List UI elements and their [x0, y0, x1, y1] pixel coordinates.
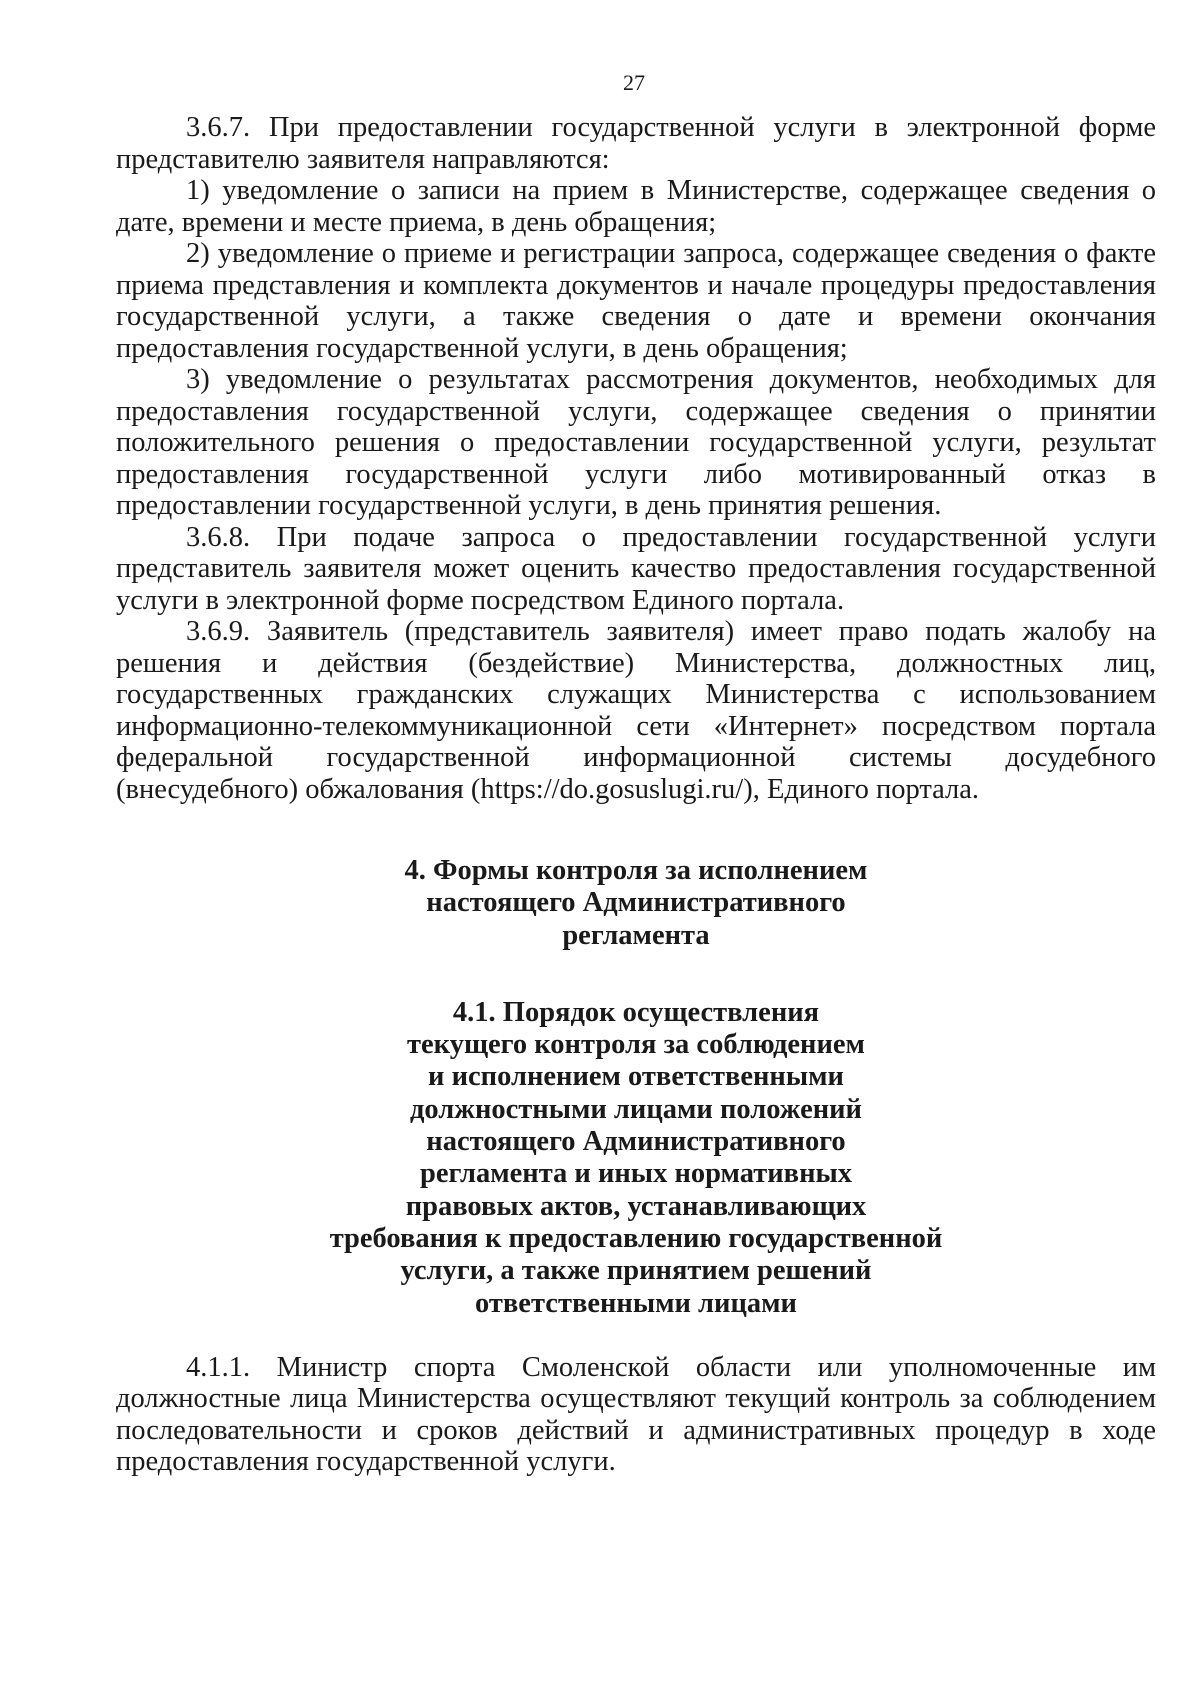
subsection-heading	[116, 997, 1156, 1320]
heading-gap	[116, 952, 1156, 997]
section-gap	[116, 805, 1156, 855]
subsection-heading-line: 4.1. Порядок осуществления	[452, 996, 820, 1028]
subsection-heading-line: и исполнением ответственными	[428, 1061, 844, 1093]
paragraph-item-3: 3) уведомление о результатах рассмотрения документов, необходимых для предоставления государственной услуги, содержащее сведения о принятии положительного решения о предоставлении государственной услуги, результат предоставления государственной услуги либо мотивированный отказ в предоставлении государственной услуги, в день принятия решения.	[116, 364, 1156, 521]
section-heading	[116, 855, 1156, 952]
subsection-heading-line: ответственными лицами	[475, 1287, 797, 1319]
paragraph-3-6-7: 3.6.7. При предоставлении государственной услуги в электронной форме представителю заявителя направляются:	[116, 112, 1156, 175]
subsection-heading-line: текущего контроля за соблюдением	[407, 1029, 865, 1061]
section-heading-line: 4. Формы контроля за исполнением	[404, 855, 868, 886]
subsection-heading-line: требования к предоставлению государственной	[329, 1222, 943, 1254]
subsection-heading-line: регламента и иных нормативных	[419, 1158, 852, 1190]
paragraph-3-6-9: 3.6.9. Заявитель (представитель заявителя) имеет право подать жалобу на решения и действия (бездействие) Министерства, должностных лиц, государственных гражданских служащих Министерства с использованием информационно-телекоммуникационной сети «Интернет» посредством портала федеральной государственной информационной системы досудебного (внесудебного) обжалования (https://do.gosuslugi.ru/), Единого портала.	[116, 616, 1156, 805]
subsection-heading-line: услуги, а также принятием решений	[400, 1255, 872, 1287]
section-heading-line: регламента	[562, 919, 710, 951]
subsection-heading-line: настоящего Административного	[426, 1126, 846, 1158]
page-number: 27	[623, 70, 645, 95]
heading-gap	[116, 1320, 1156, 1352]
paragraph-item-2: 2) уведомление о приеме и регистрации запроса, содержащее сведения о факте приема представления и комплекта документов и начале процедуры предоставления государственной услуги, а также сведения о дате и времени окончания предоставления государственной услуги, в день обращения;	[116, 238, 1156, 364]
paragraph-item-1: 1) уведомление о записи на прием в Министерстве, содержащее сведения о дате, времени и месте приема, в день обращения;	[116, 175, 1156, 238]
section-heading-line: настоящего Административного	[426, 887, 846, 919]
paragraph-3-6-8: 3.6.8. При подаче запроса о предоставлении государственной услуги представитель заявителя может оценить качество предоставления государственной услуги в электронной форме посредством Единого портала.	[116, 521, 1156, 616]
subsection-heading-line: правовых актов, устанавливающих	[405, 1190, 867, 1222]
paragraph-4-1-1: 4.1.1. Министр спорта Смоленской области или уполномоченные им должностные лица Министерства осуществляют текущий контроль за соблюдением последовательности и сроков действий и административных процедур в ходе предоставления государственной услуги.	[116, 1351, 1156, 1478]
subsection-heading-line: должностными лицами положений	[410, 1093, 862, 1125]
document-body	[116, 112, 1156, 1478]
